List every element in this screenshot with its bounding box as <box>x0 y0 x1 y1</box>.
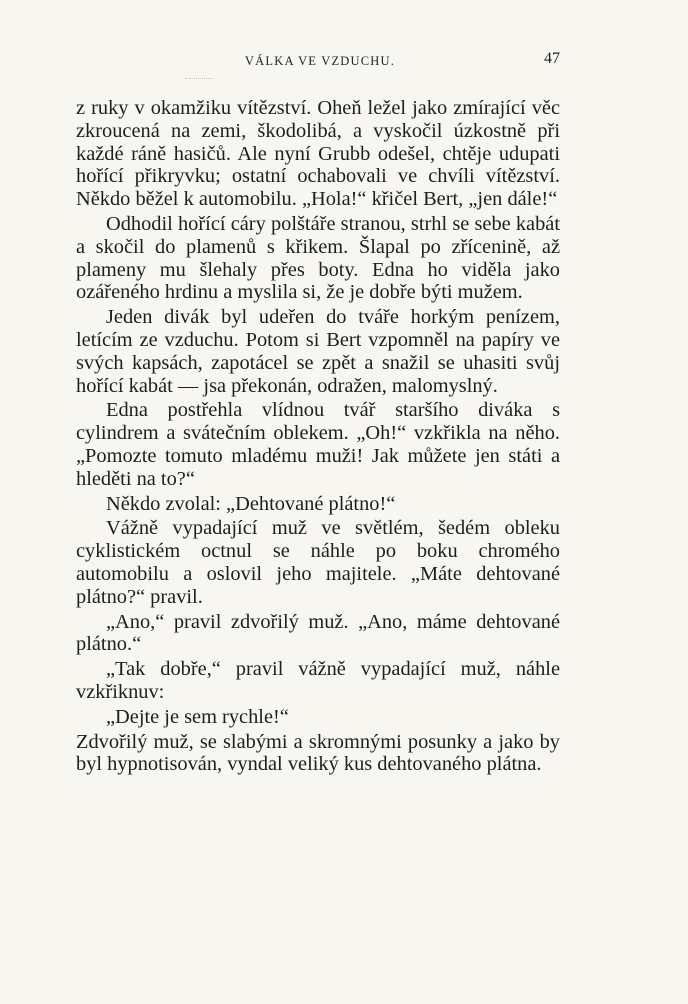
paragraph-6: Vážně vypadající muž ve světlém, šedém obleku cyklistickém octnul se náhle po boku chromého automobilu a oslovil jeho majitele. „Máte dehtované plátno?“ pravil. <box>76 517 560 608</box>
paragraph-1: z ruky v okamžiku vítězství. Oheň ležel jako zmírající věc zkroucená na zemi, škodolibá, a vyskočil úzkostně při každé ráně hasičů. Ale nyní Grubb odešel, chtěje udupati hořící přikryvku; ostatní ochabovali ve chvíli vítězství. Někdo běžel k automobilu. „Hola!“ křičel Bert, „jen dále!“ <box>76 97 560 211</box>
page-number: 47 <box>544 50 560 67</box>
paragraph-7: „Ano,“ pravil zdvořilý muž. „Ano, máme dehtované plátno.“ <box>76 610 560 656</box>
paragraph-2: Odhodil hořící cáry polštáře stranou, strhl se sebe kabát a skočil do plamenů s křikem. Šlapal po zřícenině, až plameny mu šlehaly přes boty. Edna ho viděla jako ozářeného hrdinu a myslila si, že je dobře býti mužem. <box>76 212 560 304</box>
body-text <box>76 97 560 776</box>
paragraph-5: Někdo zvolal: „Dehtované plátno!“ <box>106 492 396 515</box>
paragraph-3: Jeden divák byl udeřen do tváře horkým penízem, letícím ze vzduchu. Potom si Bert vzpomněl na papíry ve svých kapsách, zapotácel se zpět a snažil se uhasiti svůj hořící kabát — jsa překonán, odražen, malomyslný. <box>76 306 560 397</box>
paragraph-4: Edna postřehla vlídnou tvář staršího diváka s cylindrem a svátečním oblekem. „Oh!“ vzkřikla na něho. „Pomozte tomuto mladému muži! Jak můžete jen státi a hleděti na to?“ <box>76 399 560 490</box>
running-title: VÁLKA VE VZDUCHU. <box>244 54 396 68</box>
paragraph-10: Zdvořilý muž, se slabými a skromnými posunky a jako by byl hypnotisován, vyndal veliký kus dehtovaného plátna. <box>76 730 560 776</box>
paragraph-9: „Dejte je sem rychle!“ <box>106 705 289 728</box>
paragraph-8: „Tak dobře,“ pravil vážně vypadající muž, náhle vzkřiknuv: <box>76 658 560 703</box>
scan-speck <box>185 78 213 81</box>
